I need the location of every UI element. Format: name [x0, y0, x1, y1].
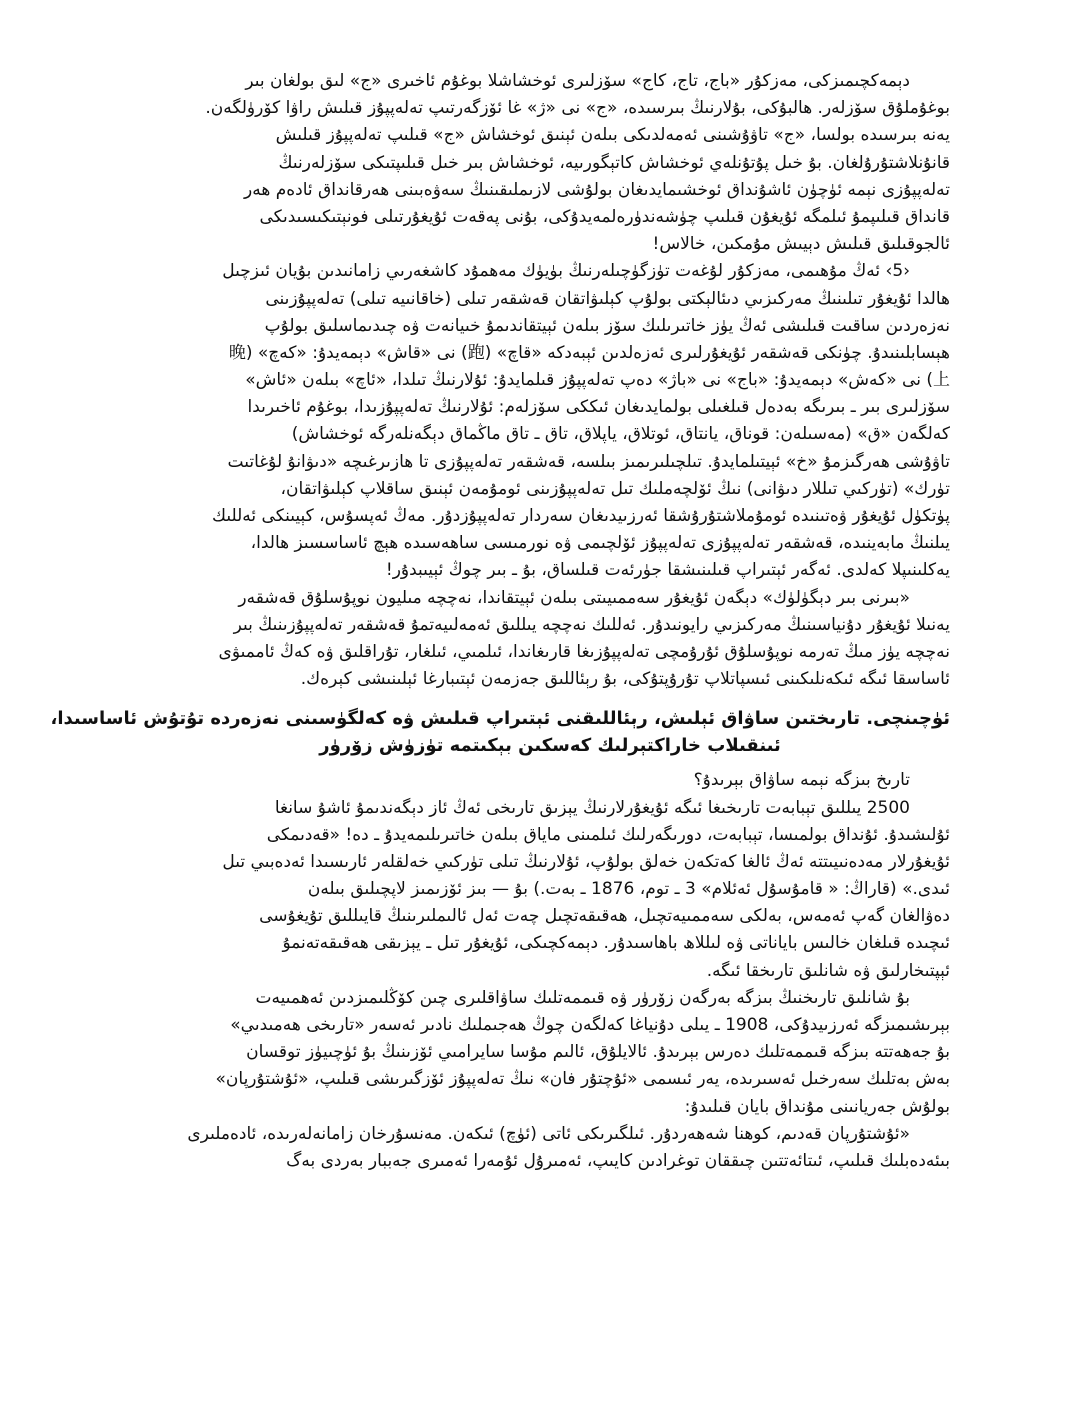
text-line: ئۇلىشىدۇ. ئۇنداق بولمىسا، تېبابەت، دورىگەرلىك ئىلمىنى ماياق بىلەن خاتىرىلىمەيدۇ ـ دە! «قەدىمكى	[266, 824, 950, 845]
text-line: قانداق قىلىپمۇ ئىلمگە ئۇيغۇن قىلىپ چۈشەندۈرەلمەيدۇكى، بۇنى پەقەت ئۇيغۇرتىلى فونېتىكىسىدىكى	[259, 206, 950, 227]
paragraph-7	[150, 1121, 950, 1175]
text-line: 上) نى «كەش» دېمەيدۇ: «باج» نى «باژ» دەپ تەلەپپۇز قىلمايدۇ: ئۇلارنىڭ تىلدا، «ئاچ» بىلەن «ئاش»	[245, 370, 950, 391]
text-line: يىلنىڭ مابەينىدە، قەشقەر تەلەپپۇزى تەلەپپۇز ئۆلچىمى ۋە نورمىسى ساھەسىدە ھېچ ئاساسسىز ھالدا،	[250, 533, 950, 554]
text-line: ھېسابلىنىدۇ. چۈنكى قەشقەر ئۇيغۇرلىرى ئەزەلدىن ئېبەدكە «قاچ» (跑) نى «قاش» دېمەيدۇ: «كەچ» (晚	[228, 342, 950, 363]
text-line: بىئەدەبلىك قىلىپ، ئىتائەتتىن چىققان توغرادىن كايىپ، ئەمىرۇل ئۇمەرا ئەمىرى جەببار بەردى بەگ	[286, 1150, 950, 1171]
text-line: ئاساسقا ئىگە ئىكەنلىكىنى ئىسپاتلاپ تۇرۇپتۇكى، بۇ رېئاللىق جەزمەن ئېتىبارغا ئېلىنىشى كېرەك.	[300, 669, 950, 690]
paragraph-2	[150, 258, 950, 584]
text-line: تۈرك» (تۈركىي تىللار دىۋانى) نىڭ ئۆلچەملىك تىل تەلەپپۇزىنى ئومۇمەن ئېنىق ساقلاپ كېلىۋاتقان،	[280, 478, 950, 499]
text-line: 2500 يىللىق تېبابەت تارىخىغا ئىگە ئۇيغۇرلارنىڭ يېزىق تارىخى ئەڭ ئاز دېگەندىمۇ ئاشۇ سانغا	[274, 797, 910, 818]
text-line: بېرىشىمىزگە ئەرزىيدۇكى، 1908 ـ يىلى دۇنياغا كەلگەن چوڭ ھەجىملىك نادىر ئەسەر «تارىخى ھەمىدىي»	[230, 1015, 950, 1035]
heading-line: ئۈچىنچى. تارىختىن ساۋاق ئېلىش، رېئاللىقنى ئېتىراپ قىلىش ۋە كەلگۈسىنى نەزەردە تۇتۇش ئاساسىدا،	[50, 708, 950, 730]
text-line: ئۇيغۇرلار مەدەنىيىتتە ئەڭ ئالغا كەتكەن خەلق بولۇپ، ئۇلارنىڭ تىلى تۈركىي خەلقلەر ئارىسىدا ئەدەبىي تىل	[222, 851, 950, 872]
section-heading	[50, 705, 950, 759]
text-line: «بىرنى بىر دېگۈلۈك» دېگەن ئۇيغۇر سەممىيىتى بىلەن ئېيتقاندا، نەچچە مىليون نوپۇسلۇق قەشقەر	[238, 587, 910, 608]
text-line: پۈتكۈل ئۇيغۇر ۋەتىنىدە ئومۇملاشتۇرۇشقا ئەرزىيدىغان سەردار تەلەپپۇزدۇر. مەڭ ئەپسۇس، كېيىنكى ئەللىك	[212, 506, 950, 526]
document-body	[50, 68, 950, 1175]
text-line: ‹5› ئەڭ مۇھىمى، مەزكۇر لۇغەت تۈزگۈچىلەرنىڭ بۈيۈك مەھمۇد كاشغەرىي زامانىدىن بۇيان ئىزچىل	[222, 261, 910, 282]
text-line: ئىدى.» (قاراڭ: « قامۇسۇل ئەئلام» 3 ـ توم، 1876 ـ بەت.) بۇ — بىز ئۆزىمىز لاپچىلىق بىلەن	[307, 879, 950, 900]
text-line: يەنە بىرسىدە بولسا، «ج» تاۋۇشىنى ئەمەلدىكى بىلەن ئېنىق ئوخشاش «ج» قىلىپ تەلەپپۇز قىلىش	[275, 125, 950, 146]
text-line: بەش بەتلىك سەرخىل ئەسىرىدە، يەر ئىسمى «ئۇچتۇر فان» نىڭ تەلەپپۇز ئۆزگىرىشى قىلىپ، «ئۇشتۇرپان»	[215, 1069, 950, 1090]
text-line: سۆزلىرى بىر ـ بىرىگە بەدەل قىلغىلى بولمايدىغان ئىككى سۆزلەم: ئۇلارنىڭ تەلەپپۇزىدا، بوغۇم ئاخىرىدا	[247, 397, 950, 418]
text-line: بولۇش جەريانىنى مۇنداق بايان قىلىدۇ:	[684, 1096, 950, 1117]
text-line: ھالدا ئۇيغۇر تىلىنىڭ مەركىزىي دىئالېكتى بولۇپ كېلىۋاتقان قەشقەر تىلى (خاقانىيە تىلى) تەلەپپۇزىنى	[265, 288, 950, 309]
text-line: ئىچىدە قىلغان خالىس باياناتى ۋە لىللاھ باھاسىدۇر. دېمەكچىكى، ئۇيغۇر تىل ـ يېزىقى ھەقىقەتەنمۇ	[282, 933, 950, 954]
text-line: بۇ شانلىق تارىخنىڭ بىزگە بەرگەن زۆرۈر ۋە قىممەتلىك ساۋاقلىرى چىن كۆڭلىمىزدىن ئەھمىيەت	[255, 987, 910, 1008]
text-line: نەچچە يۈز مىڭ تەرمە نوپۇسلۇق ئۇرۇمچى تەلەپپۇزىغا قارىغاندا، ئىلمىي، ئىلغار، تۇراقلىق ۋە كەڭ ئاممىۋى	[218, 641, 950, 662]
paragraph-5	[150, 795, 950, 985]
text-line: تەلەپپۇزى نېمە ئۈچۈن ئاشۇنداق ئوخشىمايدىغان بولۇشى لازىملىقىنىڭ سەۋەبىنى ھەرقانداق ئادەم ھەر	[244, 179, 950, 200]
text-line: «ئۇشتۇرپان قەدىم، كوھنا شەھەردۇر. ئىلگىرىكى ئاتى (ئۈچ) ئىكەن. مەنسۇرخان زامانەلەرىدە، ئادەملىرى	[187, 1123, 910, 1144]
text-line: تارىخ بىزگە نېمە ساۋاق بېرىدۇ؟	[693, 770, 910, 791]
text-line: بۇ جەھەتتە بىزگە قىممەتلىك دەرس بېرىدۇ. ئالايلۇق، ئالىم مۇسا سايرامىي ئۆزىنىڭ بۇ ئۈچىيۈز توقسان	[246, 1042, 950, 1063]
text-line: تاۋۇشى ھەرگىزمۇ «خ» ئېيتىلمايدۇ. تىلچىلىرىمىز بىلسە، قەشقەر تەلەپپۇزى تا ھازىرغىچە «دىۋانۇ لۇغاتىت	[227, 451, 950, 472]
paragraph-4	[150, 767, 950, 794]
paragraph-6	[150, 985, 950, 1121]
text-line: يەكلىنىپلا كەلدى. ئەگەر ئېتىراپ قىلىنىشقا جۈرئەت قىلساق، بۇ ـ بىر چوڭ ئېيىبدۇر!	[385, 560, 950, 581]
text-line: نەزەردىن ساقىت قىلىشى ئەڭ يۈز خاتىرىلىك سۆز بىلەن ئېيتقاندىمۇ خىيانەت ۋە چىدىماسلىق بولۇپ	[264, 315, 950, 336]
text-line: دېمەكچىمىزكى، مەزكۇر «باج، تاج، كاج» سۆزلىرى ئوخشاشلا بوغۇم ئاخىرى «ج» لىق بولغان بىر	[245, 71, 910, 91]
text-line: ئېپتىخارلىق ۋە شانلىق تارىخقا ئىگە.	[706, 960, 950, 981]
text-line: قانۇنلاشتۇرۇلغان. بۇ خىل پۇتۇنلەي ئوخشاش كاتېگورىيە، ئوخشاش بىر خىل قىلىپتىكى سۆزلەرنىڭ	[278, 152, 950, 173]
text-line: يەنىلا ئۇيغۇر دۇنياسىنىڭ مەركىزىي رايونىدۇر. ئەللىك نەچچە يىللىق ئەمەلىيەتمۇ قەشقەر تەلەپپۇزىنىڭ بىر	[233, 614, 950, 635]
paragraph-1	[150, 68, 950, 258]
text-line: كەلگەن «ق» (مەسىلەن: قوناق، يانتاق، ئوتلاق، ياپلاق، تاق ـ تاق ماڭماق دېگەنلەرگە ئوخشاش)	[291, 424, 950, 445]
paragraph-3	[150, 585, 950, 694]
text-line: بوغۇملۇق سۆزلەر. ھالبۇكى، بۇلارنىڭ بىرسىدە، «ج» نى «ژ» غا ئۆزگەرتىپ تەلەپپۇز قىلىش راۋا كۆرۈلگەن.	[205, 98, 950, 119]
text-line: ئالجوقىلىق قىلىش دېيىش مۇمكىن، خالاس!	[652, 234, 950, 255]
text-line: دەۋالغان گەپ ئەمەس، بەلكى سەممىيەتچىل، ھەقىقەتچىل چەت ئەل ئالىملىرىنىڭ قايىللىق تۇيغۇسى	[259, 906, 950, 927]
heading-line: ئىنقىلاب خاراكتېرلىك كەسكىن بېكىتمە تۈزۈش زۆرۈر	[319, 735, 781, 757]
